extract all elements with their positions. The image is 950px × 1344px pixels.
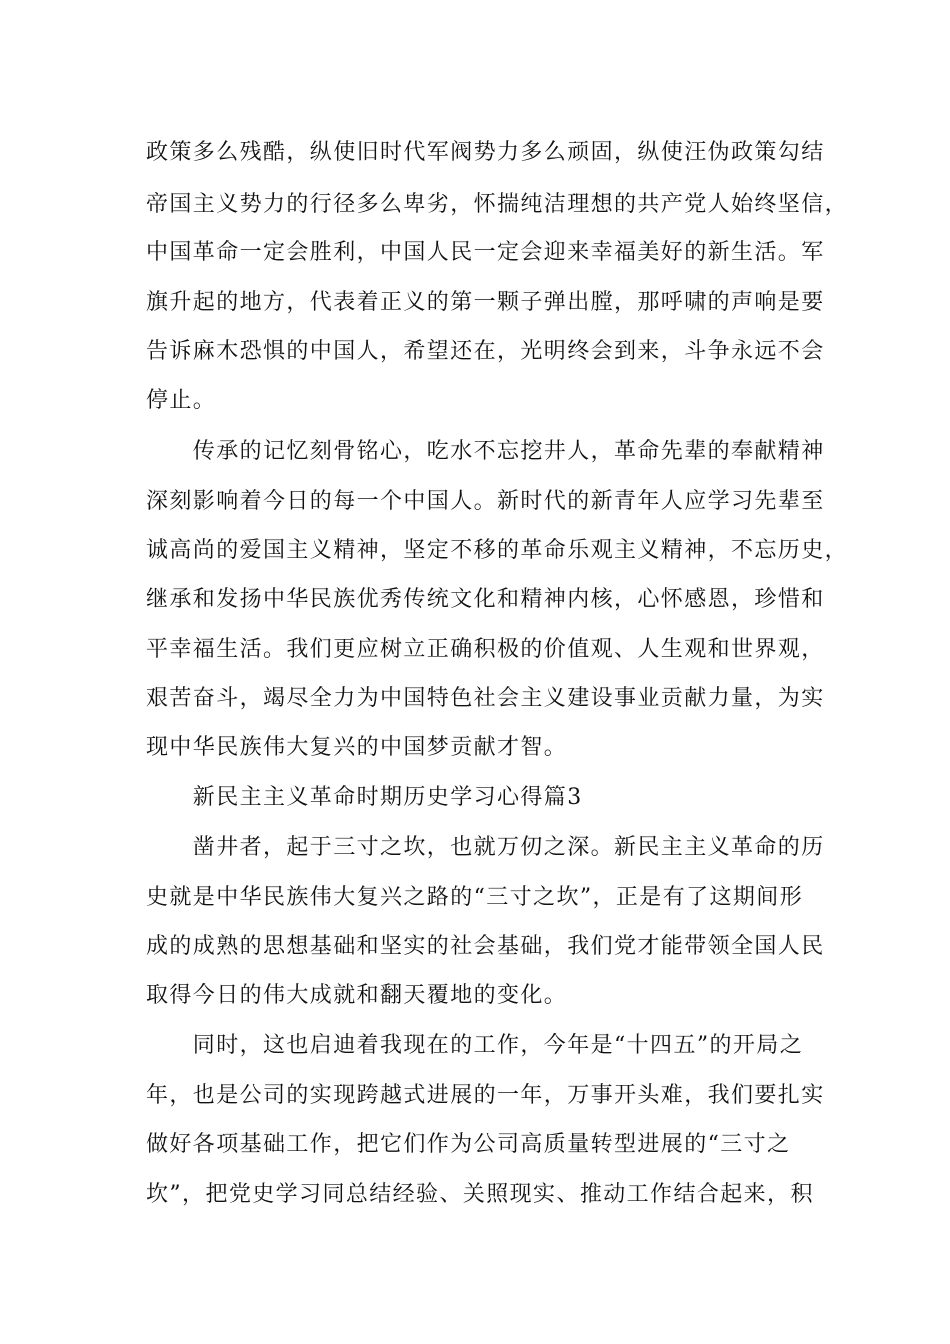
text-line: 深刻影响着今日的每一个中国人。新时代的新青年人应学习先辈至 (146, 489, 825, 514)
text-line: 艰苦奋斗，竭尽全力为中国特色社会主义建设事业贡献力量，为实 (146, 686, 825, 711)
paragraph-first-line: 同时，这也启迪着我现在的工作，今年是“十四五”的开局之 (146, 1033, 804, 1058)
text-line: 告诉麻木恐惧的中国人，希望还在，光明终会到来，斗争永远不会 (146, 339, 825, 364)
text-line: 成的成熟的思想基础和坚实的社会基础，我们党才能带领全国人民 (146, 934, 825, 959)
text-line: 诚高尚的爱国主义精神，坚定不移的革命乐观主义精神，不忘历史， (146, 538, 849, 563)
text-line: 中国革命一定会胜利，中国人民一定会迎来幸福美好的新生活。军 (146, 240, 825, 265)
section-heading: 新民主主义革命时期历史学习心得篇3 (146, 785, 583, 810)
text-line: 旗升起的地方，代表着正义的第一颗子弹出膛，那呼啸的声响是要 (146, 290, 825, 315)
text-line: 继承和发扬中华民族优秀传统文化和精神内核，心怀感恩，珍惜和 (146, 587, 825, 612)
text-line: 年，也是公司的实现跨越式进展的一年，万事开头难，我们要扎实 (146, 1083, 825, 1108)
text-line: 政策多么残酷，纵使旧时代军阀势力多么顽固，纵使汪伪政策勾结 (146, 140, 825, 165)
paragraph-first-line: 凿井者，起于三寸之坎，也就万仞之深。新民主主义革命的历 (146, 835, 825, 860)
text-line: 现中华民族伟大复兴的中国梦贡献才智。 (146, 735, 568, 760)
text-line: 史就是中华民族伟大复兴之路的“三寸之坎”，正是有了这期间形 (146, 885, 804, 910)
text-line: 做好各项基础工作，把它们作为公司高质量转型进展的“三寸之 (146, 1132, 791, 1157)
paragraph-first-line: 传承的记忆刻骨铭心，吃水不忘挖井人，革命先辈的奉献精神 (146, 439, 825, 464)
text-line: 坎”，把党史学习同总结经验、关照现实、推动工作结合起来，积 (146, 1182, 814, 1207)
text-line: 停止。 (146, 388, 217, 413)
text-line: 平幸福生活。我们更应树立正确积极的价值观、人生观和世界观， (146, 637, 825, 662)
text-line: 取得今日的伟大成就和翻天覆地的变化。 (146, 983, 568, 1008)
text-line: 帝国主义势力的行径多么卑劣，怀揣纯洁理想的共产党人始终坚信， (146, 192, 849, 217)
